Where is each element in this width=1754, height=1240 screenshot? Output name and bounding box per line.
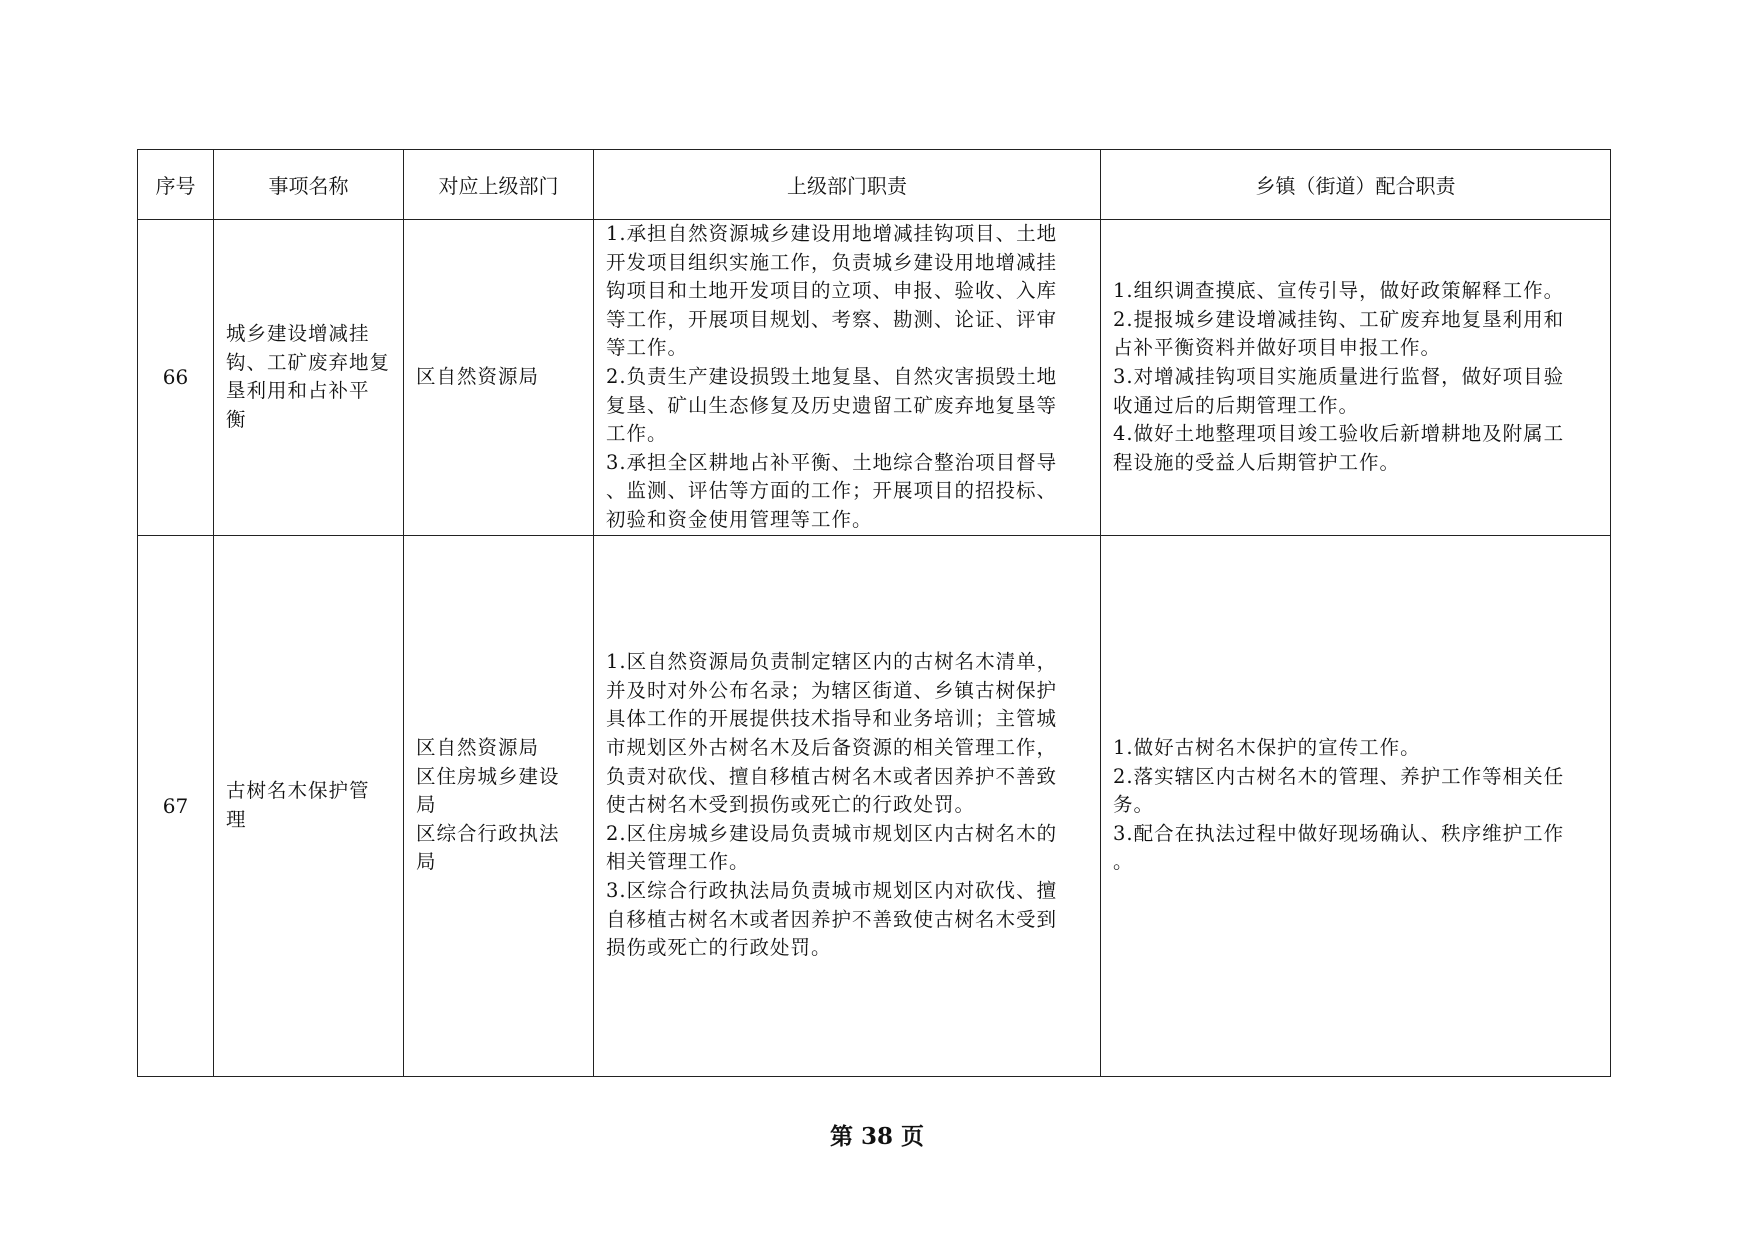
text-line: 区自然资源局 — [416, 364, 540, 388]
duty-table — [137, 149, 1611, 1077]
text-line: 务。 — [1113, 793, 1155, 817]
text-line: 等工作。 — [606, 336, 689, 360]
page-number: 38 — [860, 1123, 893, 1150]
text-line: 市规划区外古树名木及后备资源的相关管理工作， — [606, 736, 1058, 760]
town-duties-cell — [1101, 220, 1611, 536]
text-line: 占补平衡资料并做好项目申报工作。 — [1113, 336, 1442, 360]
item-name-cell — [214, 220, 404, 536]
text-line: 古树名木保护管 — [226, 778, 370, 802]
page-footer — [0, 1118, 1754, 1151]
text-line: 3.区综合行政执法局负责城市规划区内对砍伐、擅 — [606, 879, 1058, 903]
text-line: 3.对增减挂钩项目实施质量进行监督，做好项目验 — [1113, 364, 1565, 388]
text-line: 等工作，开展项目规划、考察、勘测、论证、评审 — [606, 307, 1058, 331]
header-item-name: 事项名称 — [214, 150, 404, 220]
text-line: 。 — [1113, 850, 1134, 874]
table-row — [138, 220, 1611, 536]
text-line: 收通过后的后期管理工作。 — [1113, 393, 1360, 417]
department-cell — [404, 220, 594, 536]
text-line: 2.负责生产建设损毁土地复垦、自然灾害损毁土地 — [606, 364, 1058, 388]
upper-duties-cell — [594, 220, 1101, 536]
text-line: 具体工作的开展提供技术指导和业务培训；主管城 — [606, 707, 1058, 731]
text-line: 2.落实辖区内古树名木的管理、养护工作等相关任 — [1113, 764, 1565, 788]
row-number: 67 — [138, 535, 214, 1076]
header-number: 序号 — [138, 150, 214, 220]
table-row — [138, 535, 1611, 1076]
text-line: 复垦、矿山生态修复及历史遗留工矿废弃地复垦等 — [606, 393, 1058, 417]
text-line: 局 — [416, 793, 437, 817]
text-line: 区住房城乡建设 — [416, 764, 560, 788]
text-line: 理 — [226, 807, 247, 831]
text-line: 局 — [416, 850, 437, 874]
header-row — [138, 150, 1611, 220]
text-line: 开发项目组织实施工作，负责城乡建设用地增减挂 — [606, 250, 1058, 274]
text-line: 1.承担自然资源城乡建设用地增减挂钩项目、土地 — [606, 222, 1058, 245]
header-town-duties: 乡镇（街道）配合职责 — [1101, 150, 1611, 220]
text-line: 3.配合在执法过程中做好现场确认、秩序维护工作 — [1113, 821, 1565, 845]
page-prefix: 第 — [829, 1123, 853, 1150]
text-line: 钩、工矿废弃地复 — [226, 350, 391, 374]
text-line: 1.做好古树名木保护的宣传工作。 — [1113, 736, 1421, 760]
text-line: 程设施的受益人后期管护工作。 — [1113, 450, 1401, 474]
text-line: 衡 — [226, 407, 247, 431]
text-line: 区自然资源局 — [416, 736, 540, 760]
text-line: 城乡建设增减挂 — [226, 322, 370, 346]
text-line: 负责对砍伐、擅自移植古树名木或者因养护不善致 — [606, 764, 1058, 788]
header-department: 对应上级部门 — [404, 150, 594, 220]
item-name-cell — [214, 535, 404, 1076]
page-suffix: 页 — [901, 1123, 924, 1150]
upper-duties-cell — [594, 535, 1101, 1076]
text-line: 区综合行政执法 — [416, 821, 560, 845]
text-line: 垦利用和占补平 — [226, 379, 370, 403]
text-line: 相关管理工作。 — [606, 850, 750, 874]
text-line: 工作。 — [606, 422, 668, 446]
text-line: 1.组织调查摸底、宣传引导，做好政策解释工作。 — [1113, 279, 1565, 303]
text-line: 钩项目和土地开发项目的立项、申报、验收、入库 — [606, 279, 1058, 303]
text-line: 4.做好土地整理项目竣工验收后新增耕地及附属工 — [1113, 422, 1565, 446]
text-line: 使古树名木受到损伤或死亡的行政处罚。 — [606, 793, 976, 817]
town-duties-cell — [1101, 535, 1611, 1076]
text-line: 2.区住房城乡建设局负责城市规划区内古树名木的 — [606, 821, 1058, 845]
header-upper-duties: 上级部门职责 — [594, 150, 1101, 220]
text-line: 初验和资金使用管理等工作。 — [606, 507, 873, 531]
text-line: 并及时对外公布名录；为辖区街道、乡镇古树保护 — [606, 678, 1058, 702]
text-line: 损伤或死亡的行政处罚。 — [606, 936, 832, 960]
department-cell — [404, 535, 594, 1076]
text-line: 2.提报城乡建设增减挂钩、工矿废弃地复垦利用和 — [1113, 307, 1565, 331]
text-line: 自移植古树名木或者因养护不善致使古树名木受到 — [606, 907, 1058, 931]
text-line: 、监测、评估等方面的工作；开展项目的招投标、 — [606, 479, 1058, 503]
text-line: 1.区自然资源局负责制定辖区内的古树名木清单， — [606, 650, 1058, 674]
text-line: 3.承担全区耕地占补平衡、土地综合整治项目督导 — [606, 450, 1058, 474]
row-number: 66 — [138, 220, 214, 536]
